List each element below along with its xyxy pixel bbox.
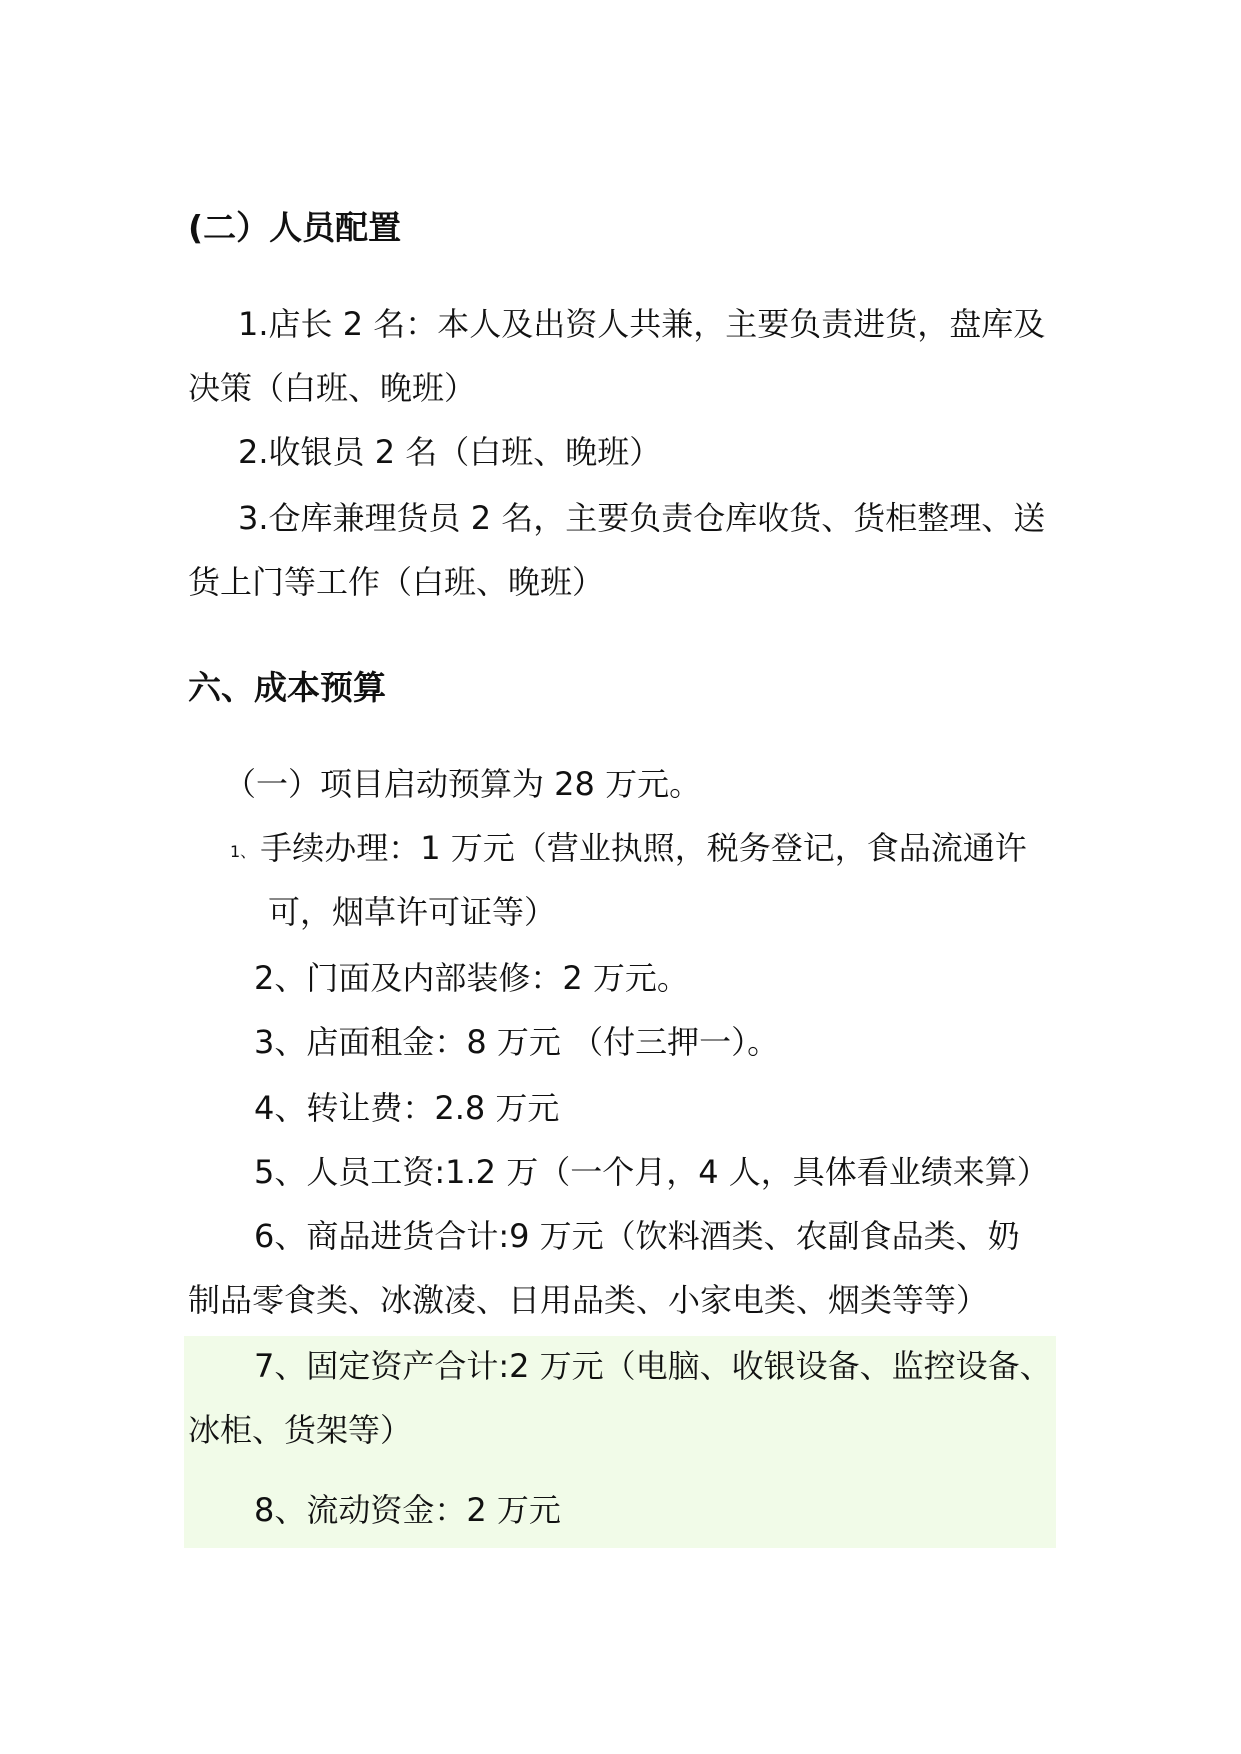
cost-item-2: 2、门面及内部装修：2 万元。 [254,959,689,997]
staff-item-3-line-2: 货上门等工作（白班、晚班） [188,563,605,601]
cost-item-1-text: 手续办理：1 万元（营业执照，税务登记，食品流通许 [260,829,1027,867]
cost-item-6-line-2: 制品零食类、冰激凌、日用品类、小家电类、烟类等等） [188,1281,989,1319]
staff-item-1-line-2: 决策（白班、晚班） [188,369,477,407]
cost-item-6-line-1: 6、商品进货合计:9 万元（饮料酒类、农副食品类、奶 [254,1217,1020,1255]
staff-item-3-line-1: 3.仓库兼理货员 2 名，主要负责仓库收货、货柜整理、送 [238,499,1046,537]
staff-item-2: 2.收银员 2 名（白班、晚班） [238,433,662,471]
cost-item-7-line-2: 冰柜、货架等） [188,1411,413,1449]
cost-item-8: 8、流动资金：2 万元 [254,1491,561,1529]
cost-item-1-line-2: 可，烟草许可证等） [268,893,557,931]
cost-item-7-line-1: 7、固定资产合计:2 万元（电脑、收银设备、监控设备、 [254,1347,1052,1385]
cost-item-5: 5、人员工资:1.2 万（一个月，4 人，具体看业绩来算） [254,1153,1049,1191]
cost-item-4: 4、转让费：2.8 万元 [254,1089,560,1127]
cost-item-1-number: 1、 [230,842,257,861]
staff-item-1-line-1: 1.店长 2 名：本人及出资人共兼，主要负责进货，盘库及 [238,305,1046,343]
cost-item-1-line-1 [230,828,1027,874]
cost-item-3: 3、店面租金：8 万元 （付三押一）。 [254,1023,780,1061]
section-heading-staff: (二）人员配置 [188,208,402,247]
cost-subheading: （一）项目启动预算为 28 万元。 [224,765,702,803]
section-heading-cost: 六、成本预算 [188,668,386,707]
